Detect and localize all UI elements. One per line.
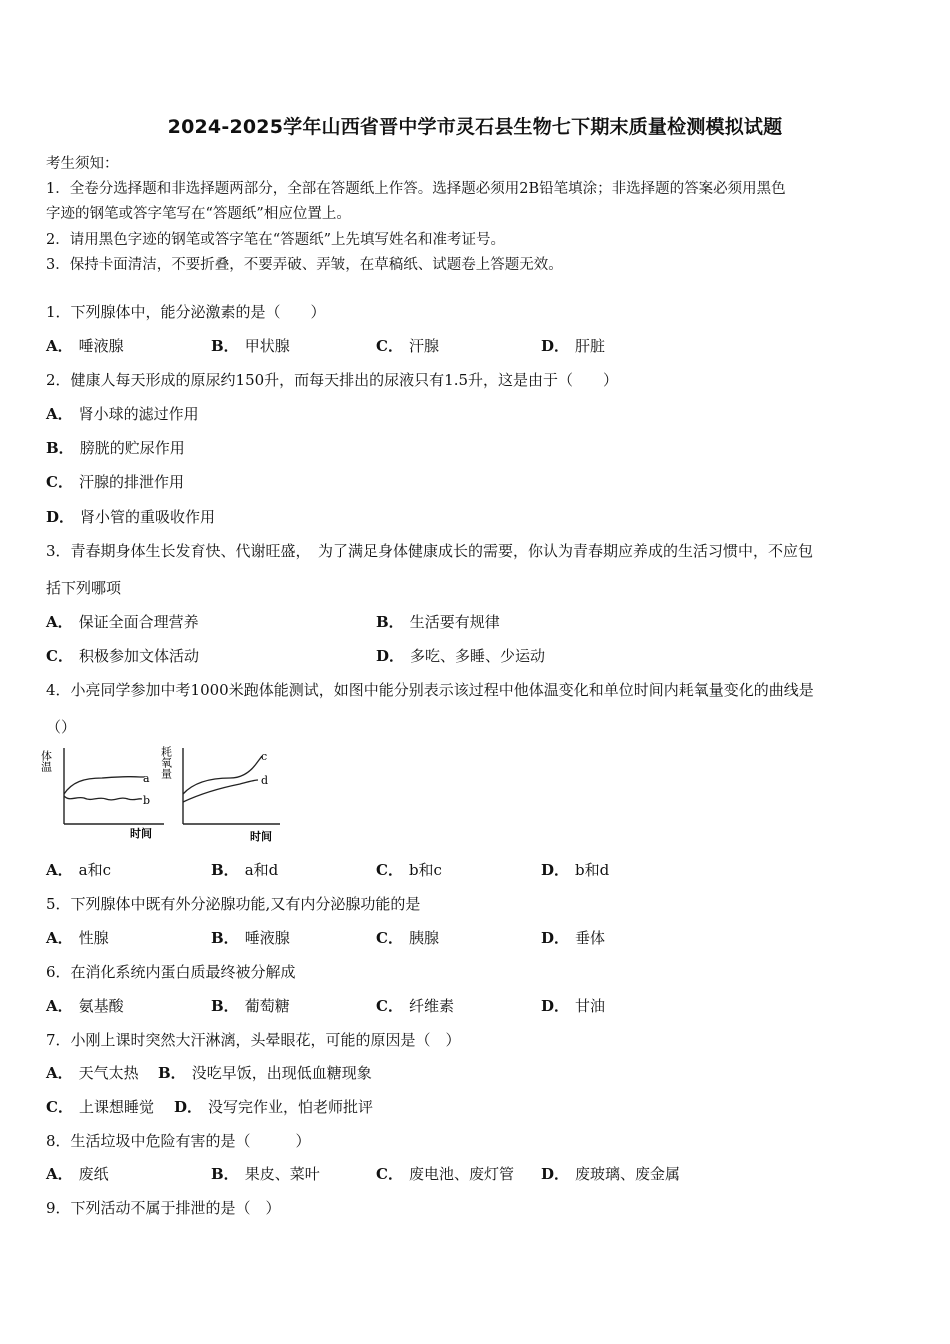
question-6-stem: 6．在消化系统内蛋白质最终被分解成 xyxy=(46,963,296,981)
left-xlabel: 时间 xyxy=(130,827,152,840)
notice-item-3: 3．保持卡面清洁，不要折叠，不要弄破、弄皱，在草稿纸、试题卷上答题无效。 xyxy=(46,257,563,273)
question-8-stem: 8．生活垃圾中危险有害的是（ ） xyxy=(46,1132,311,1150)
q7-option-b[interactable]: B． 没吃早饭，出现低血糖现象 xyxy=(158,1064,372,1082)
notice-heading: 考生须知： xyxy=(46,156,119,172)
q3-option-d[interactable]: D． 多吃、多睡、少运动 xyxy=(376,647,546,665)
q4-option-c[interactable]: C． b和c xyxy=(376,861,442,879)
q2-option-c[interactable]: C． 汗腺的排泄作用 xyxy=(46,473,184,491)
q6-option-b[interactable]: B． 葡萄糖 xyxy=(211,997,290,1015)
q1-option-b[interactable]: B． 甲状腺 xyxy=(211,337,290,355)
notice-item-2: 2．请用黑色字迹的钢笔或答字笔在“答题纸”上先填写姓名和准考证号。 xyxy=(46,232,506,248)
curve-d xyxy=(183,780,258,802)
q4-option-a[interactable]: A． a和c xyxy=(46,861,111,879)
q6-option-c[interactable]: C． 纤维素 xyxy=(376,997,454,1015)
question-3-stem: 3．青春期身体生长发育快、代谢旺盛， 为了满足身体健康成长的需要，你认为青春期应养成的生活习惯中，不应包 xyxy=(46,542,814,560)
curve-a xyxy=(64,777,144,794)
notice-item-1: 1．全卷分选择题和非选择题两部分，全部在答题纸上作答。选择题必须用2B铅笔填涂；非选择题的答案必须用黑色 xyxy=(46,181,786,197)
curve-b-label: b xyxy=(143,794,151,807)
notice-item-1-cont: 字迹的钢笔或答字笔写在“答题纸”相应位置上。 xyxy=(46,206,351,222)
q2-option-b[interactable]: B． 膀胱的贮尿作用 xyxy=(46,439,185,457)
q8-option-b[interactable]: B． 果皮、菜叶 xyxy=(211,1165,320,1183)
right-xlabel: 时间 xyxy=(250,830,272,843)
q3-option-a[interactable]: A． 保证全面合理营养 xyxy=(46,613,199,631)
curve-d-label: d xyxy=(261,774,269,787)
curve-a-label: a xyxy=(143,772,150,785)
q5-option-a[interactable]: A． 性腺 xyxy=(46,929,109,947)
q3-option-c[interactable]: C． 积极参加文体活动 xyxy=(46,647,199,665)
question-4-stem-cont: （） xyxy=(46,718,77,736)
q8-option-d[interactable]: D． 废玻璃、废金属 xyxy=(541,1165,681,1183)
q5-option-d[interactable]: D． 垂体 xyxy=(541,929,606,947)
q2-option-d[interactable]: D． 肾小管的重吸收作用 xyxy=(46,508,216,526)
q6-option-d[interactable]: D． 甘油 xyxy=(541,997,606,1015)
q8-option-c[interactable]: C． 废电池、废灯管 xyxy=(376,1165,514,1183)
q7-option-c[interactable]: C． 上课想睡觉 xyxy=(46,1098,154,1116)
q2-option-a[interactable]: A． 肾小球的滤过作用 xyxy=(46,405,199,423)
q6-option-a[interactable]: A． 氨基酸 xyxy=(46,997,124,1015)
q1-option-c[interactable]: C． 汗腺 xyxy=(376,337,439,355)
q1-option-d[interactable]: D． 肝脏 xyxy=(541,337,606,355)
q7-option-d[interactable]: D． 没写完作业，怕老师批评 xyxy=(174,1098,374,1116)
q8-option-a[interactable]: A． 废纸 xyxy=(46,1165,109,1183)
right-ylabel: 耗氧量 xyxy=(159,746,173,779)
question-7-stem: 7．小刚上课时突然大汗淋漓，头晕眼花，可能的原因是（ ） xyxy=(46,1031,461,1049)
question-4-stem: 4．小亮同学参加中考1000米跑体能测试，如图中能分别表示该过程中他体温变化和单位时间内耗氧量变化的曲线是 xyxy=(46,681,814,699)
q4-option-b[interactable]: B． a和d xyxy=(211,861,279,879)
body-temperature-graph xyxy=(40,748,165,840)
page-title: 2024-2025学年山西省晋中学市灵石县生物七下期末质量检测模拟试题 xyxy=(167,116,783,138)
curve-c-label: c xyxy=(261,750,268,763)
q3-option-b[interactable]: B． 生活要有规律 xyxy=(376,613,500,631)
q4-option-d[interactable]: D． b和d xyxy=(541,861,610,879)
left-ylabel: 体温 xyxy=(39,750,53,772)
q5-option-b[interactable]: B． 唾液腺 xyxy=(211,929,290,947)
q4-figure xyxy=(39,744,294,846)
question-2-stem: 2．健康人每天形成的原尿约150升，而每天排出的尿液只有1.5升，这是由于（ ） xyxy=(46,371,619,389)
curve-b xyxy=(64,796,142,800)
question-1-stem: 1．下列腺体中，能分泌激素的是（ ） xyxy=(46,303,326,321)
q5-option-c[interactable]: C． 胰腺 xyxy=(376,929,439,947)
question-9-stem: 9．下列活动不属于排泄的是（ ） xyxy=(46,1199,281,1217)
question-3-stem-cont: 括下列哪项 xyxy=(46,579,122,597)
q7-option-a[interactable]: A． 天气太热 xyxy=(46,1064,139,1082)
question-5-stem: 5．下列腺体中既有外分泌腺功能,又有内分泌腺功能的是 xyxy=(46,895,421,913)
q1-option-a[interactable]: A． 唾液腺 xyxy=(46,337,124,355)
oxygen-consumption-graph xyxy=(160,745,281,843)
